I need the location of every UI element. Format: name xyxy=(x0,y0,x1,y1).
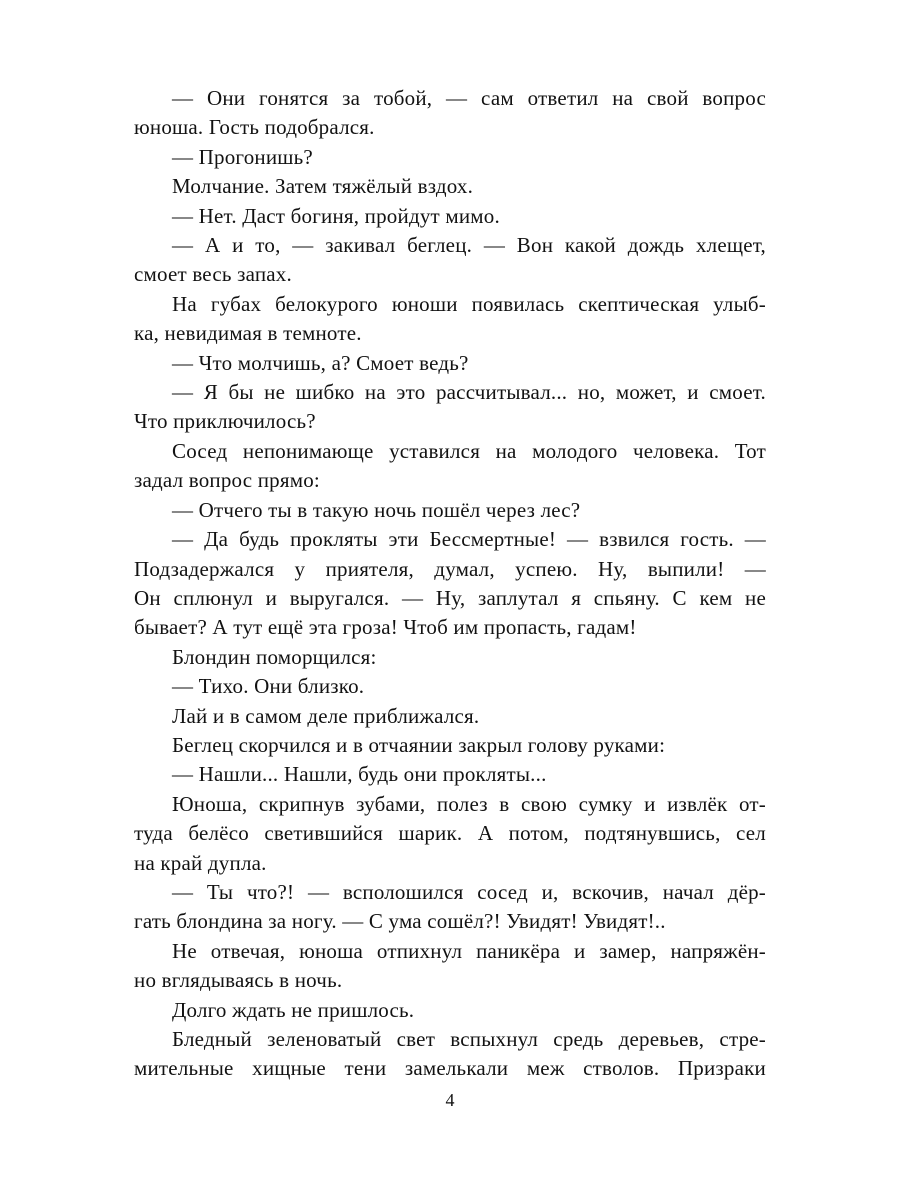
paragraph xyxy=(134,731,766,760)
paragraph xyxy=(134,1025,766,1084)
paragraph xyxy=(134,172,766,201)
text-line: — Отчего ты в такую ночь пошёл через лес? xyxy=(172,497,581,522)
text-line: — Да будь прокляты эти Бессмертные! — взвился гость. — xyxy=(172,527,766,552)
text-line: Молчание. Затем тяжёлый вздох. xyxy=(172,174,474,199)
paragraph xyxy=(134,937,766,996)
paragraph xyxy=(134,290,766,349)
text-line: — А и то, — закивал беглец. — Вон какой дождь хлещет, xyxy=(172,233,766,258)
paragraph xyxy=(134,643,766,672)
text-line: — Я бы не шибко на это рассчитывал... но, может, и смоет. xyxy=(172,380,766,405)
paragraph xyxy=(134,525,766,643)
text-line: Не отвечая, юноша отпихнул паникёра и замер, напряжён- xyxy=(172,938,766,963)
paragraph xyxy=(134,878,766,937)
text-line: — Нашли... Нашли, будь они прокляты... xyxy=(172,762,547,787)
paragraph xyxy=(134,496,766,525)
text-line: на край дупла. xyxy=(134,850,267,875)
text-line: Что приключилось? xyxy=(134,409,316,434)
text-line: но вглядываясь в ночь. xyxy=(134,968,343,993)
text-line: — Прогонишь? xyxy=(172,144,313,169)
paragraph xyxy=(134,84,766,143)
text-line: Беглец скорчился и в отчаянии закрыл голову руками: xyxy=(172,732,666,757)
text-line: юноша. Гость подобрался. xyxy=(134,115,375,140)
page-number: 4 xyxy=(445,1090,455,1110)
paragraph xyxy=(134,378,766,437)
text-line: На губах белокурого юноши появилась скептическая улыб- xyxy=(172,291,766,316)
text-line: Бледный зеленоватый свет вспыхнул средь деревьев, стре- xyxy=(172,1027,766,1051)
text-line: Лай и в самом деле приближался. xyxy=(172,703,480,728)
text-line: Долго ждать не пришлось. xyxy=(172,997,415,1022)
paragraph xyxy=(134,760,766,789)
text-line: Юноша, скрипнув зубами, полез в свою сумку и извлёк от- xyxy=(172,791,766,816)
paragraph xyxy=(134,143,766,172)
text-line: — Нет. Даст богиня, пройдут мимо. xyxy=(172,203,500,228)
text-line: Блондин поморщился: xyxy=(172,644,377,669)
text-line: Сосед непонимающе уставился на молодого человека. Тот xyxy=(172,438,766,463)
paragraph xyxy=(134,349,766,378)
paragraph xyxy=(134,231,766,290)
text-line: мительные хищные тени замелькали меж стволов. Призраки xyxy=(134,1056,766,1081)
text-line: — Они гонятся за тобой, — сам ответил на свой вопрос xyxy=(172,86,766,110)
page-text xyxy=(134,84,766,1084)
paragraph xyxy=(134,702,766,731)
paragraph xyxy=(134,996,766,1025)
text-line: смоет весь запах. xyxy=(134,262,292,287)
text-line: задал вопрос прямо: xyxy=(134,468,320,493)
text-line: Подзадержался у приятеля, думал, успею. Ну, выпили! — xyxy=(134,556,766,581)
paragraph xyxy=(134,672,766,701)
paragraph xyxy=(134,437,766,496)
paragraph xyxy=(134,790,766,878)
text-line: — Ты что?! — всполошился сосед и, вскочив, начал дёр- xyxy=(172,879,766,904)
text-line: — Что молчишь, а? Смоет ведь? xyxy=(172,350,469,375)
text-line: Он сплюнул и выругался. — Ну, заплутал я спьяну. С кем не xyxy=(134,585,766,610)
text-line: туда белёсо светившийся шарик. А потом, подтянувшись, сел xyxy=(134,821,766,846)
text-line: — Тихо. Они близко. xyxy=(172,674,365,699)
text-line: ка, невидимая в темноте. xyxy=(134,321,362,346)
text-line: гать блондина за ногу. — С ума сошёл?! Увидят! Увидят!.. xyxy=(134,909,666,934)
text-line: бывает? А тут ещё эта гроза! Чтоб им пропасть, гадам! xyxy=(134,615,637,640)
paragraph xyxy=(134,202,766,231)
